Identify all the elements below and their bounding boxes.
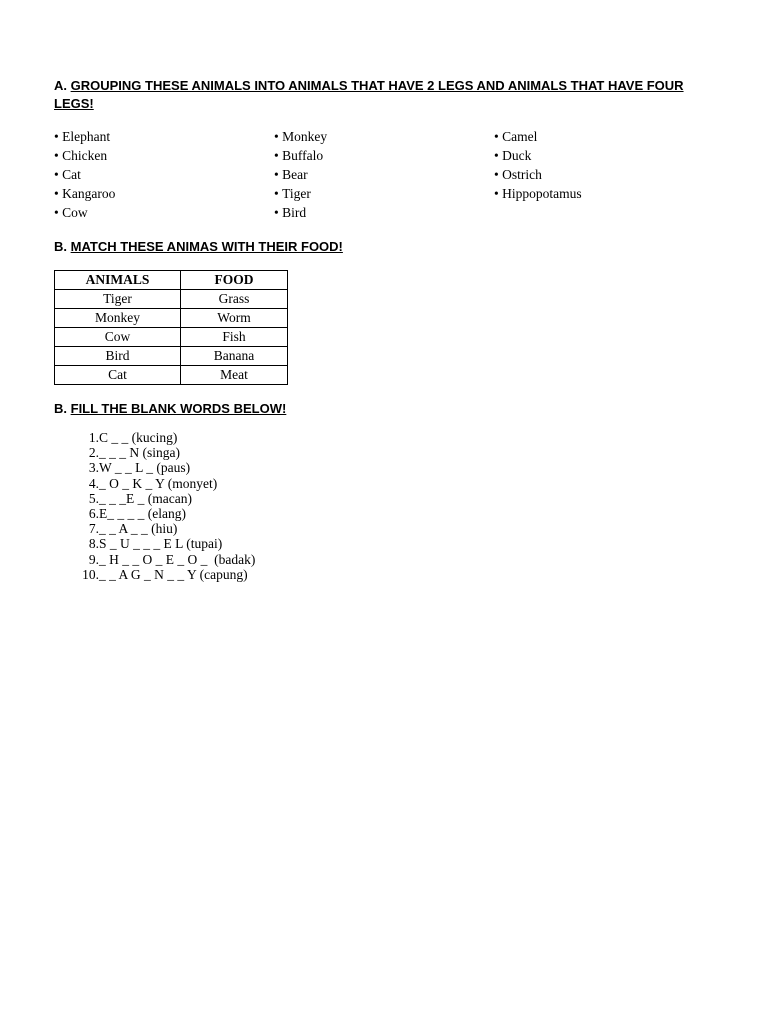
food-cell: Grass	[181, 290, 288, 309]
item-text: _ _ A _ _ (hiu)	[99, 521, 178, 537]
item-text: _ O _ K _ Y (monyet)	[99, 475, 218, 491]
section-a-title: GROUPING THESE ANIMALS INTO ANIMALS THAT HAVE 2 LEGS AND ANIMALS THAT HAVE FOUR LEGS!	[54, 78, 684, 111]
section-b-heading	[54, 238, 704, 256]
list-item: • Chicken	[54, 146, 115, 165]
animal-bullet-list	[54, 127, 714, 227]
section-c-heading	[54, 400, 704, 418]
item-number: 6.	[88, 505, 99, 521]
list-item: • Ostrich	[494, 165, 582, 184]
list-item	[54, 460, 255, 475]
list-item: • Elephant	[54, 127, 115, 146]
list-item: • Tiger	[274, 184, 327, 203]
table-row	[55, 366, 288, 385]
list-item	[54, 491, 255, 506]
section-c-prefix: B.	[54, 401, 71, 416]
list-item	[54, 430, 255, 445]
table-row	[55, 290, 288, 309]
item-number: 7.	[88, 521, 99, 537]
list-item	[54, 506, 255, 521]
animal-column-1	[54, 127, 115, 222]
list-item	[54, 476, 255, 491]
item-number: 9.	[88, 551, 99, 567]
animal-column-3	[494, 127, 582, 203]
list-item	[54, 521, 255, 536]
section-a-heading	[54, 77, 704, 113]
list-item: • Bird	[274, 203, 327, 222]
list-item: • Camel	[494, 127, 582, 146]
food-cell: Worm	[181, 309, 288, 328]
item-text: _ _ A G _ N _ _ Y (capung)	[99, 566, 248, 582]
item-text: S _ U _ _ _ E L (tupai)	[99, 536, 223, 552]
table-header-row	[55, 271, 288, 290]
list-item	[54, 567, 255, 582]
list-item: • Cow	[54, 203, 115, 222]
section-b-prefix: B.	[54, 239, 71, 254]
food-matching-table	[54, 270, 288, 385]
animal-cell: Tiger	[55, 290, 181, 309]
animal-column-2	[274, 127, 327, 222]
item-number: 3.	[88, 460, 99, 476]
list-item	[54, 552, 255, 567]
list-item: • Monkey	[274, 127, 327, 146]
animal-cell: Monkey	[55, 309, 181, 328]
item-number: 8.	[88, 536, 99, 552]
section-b-title: MATCH THESE ANIMAS WITH THEIR FOOD!	[70, 239, 343, 254]
item-text: _ _ _ N (singa)	[99, 445, 180, 461]
animal-cell: Bird	[55, 347, 181, 366]
list-item	[54, 445, 255, 460]
list-item: • Buffalo	[274, 146, 327, 165]
food-column-header: FOOD	[181, 271, 288, 290]
fill-blank-list	[54, 430, 255, 582]
animal-cell: Cat	[55, 366, 181, 385]
item-number: 10.	[82, 566, 99, 582]
food-cell: Meat	[181, 366, 288, 385]
item-number: 1.	[88, 430, 99, 445]
list-item: • Duck	[494, 146, 582, 165]
item-text: W _ _ L _ (paus)	[99, 460, 191, 476]
table-row	[55, 309, 288, 328]
animals-column-header: ANIMALS	[55, 271, 181, 290]
item-text: E_ _ _ _ (elang)	[99, 505, 186, 521]
list-item: • Hippopotamus	[494, 184, 582, 203]
item-text: C _ _ (kucing)	[99, 430, 178, 445]
section-c-title: FILL THE BLANK WORDS BELOW!	[70, 401, 287, 416]
item-number: 4.	[88, 475, 99, 491]
list-item: • Bear	[274, 165, 327, 184]
food-cell: Banana	[181, 347, 288, 366]
list-item: • Kangaroo	[54, 184, 115, 203]
food-cell: Fish	[181, 328, 288, 347]
item-text: _ H _ _ O _ E _ O _ (badak)	[99, 551, 256, 567]
item-text: _ _ _E _ (macan)	[99, 490, 192, 506]
item-number: 5.	[88, 490, 99, 506]
table-row	[55, 328, 288, 347]
animal-cell: Cow	[55, 328, 181, 347]
section-a-prefix: A.	[54, 78, 71, 93]
list-item: • Cat	[54, 165, 115, 184]
item-number: 2.	[88, 445, 99, 461]
list-item	[54, 536, 255, 551]
table-row	[55, 347, 288, 366]
